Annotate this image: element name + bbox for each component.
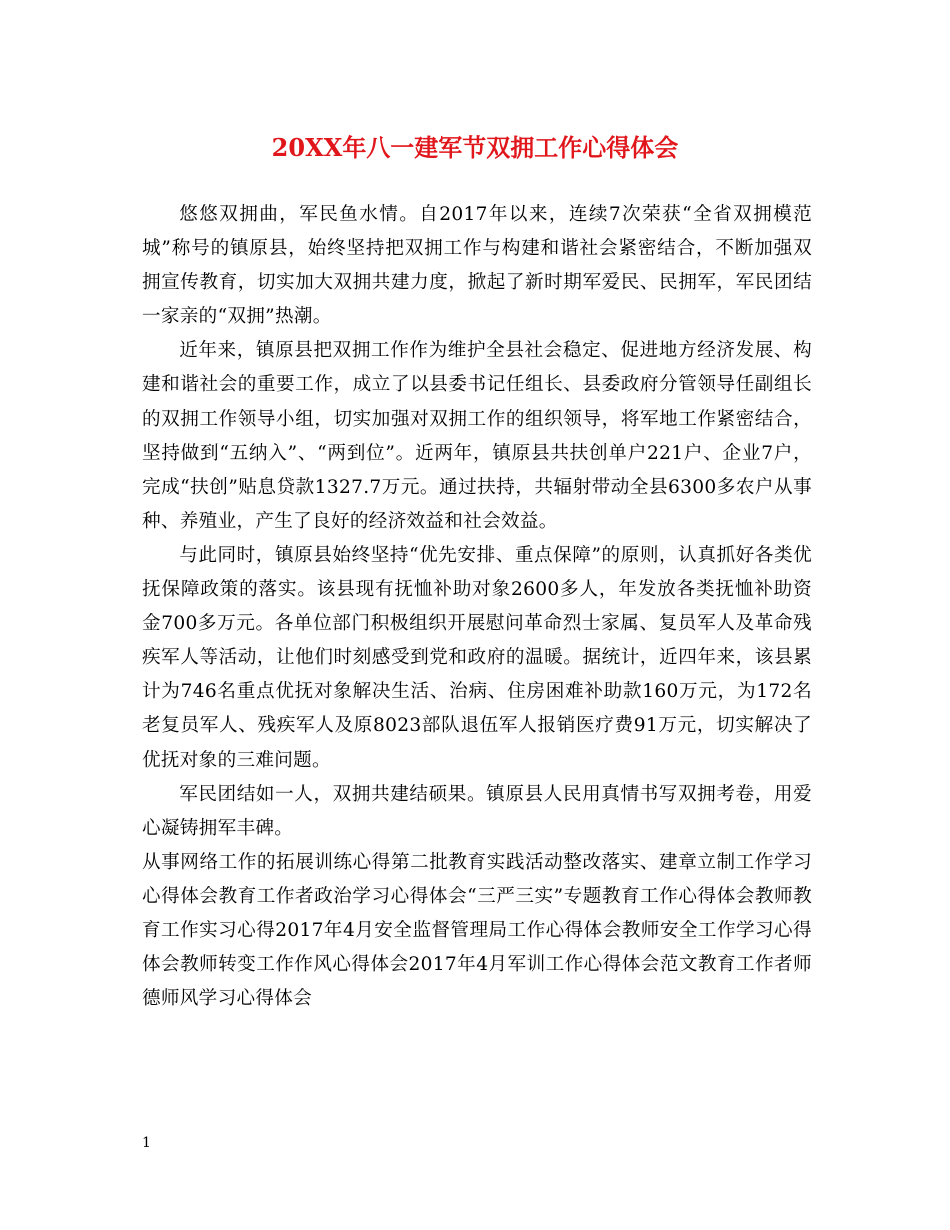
document-title: 20XX年八一建军节双拥工作心得体会 xyxy=(271,133,679,162)
paragraph-intro: 悠悠双拥曲，军民鱼水情。自2017年以来，连续7次荣获“全省双拥模范城”称号的镇原县，始终坚持把双拥工作与构建和谐社会紧密结合，不断加强双拥宣传教育，切实加大双拥共建力度，掀起了新时期军爱民、民拥军，军民团结一家亲的“双拥”热潮。 xyxy=(142,204,812,328)
page-number: 1 xyxy=(142,1135,151,1151)
document-body xyxy=(142,198,812,1016)
paragraph-policy: 与此同时，镇原县始终坚持“优先安排、重点保障”的原则，认真抓好各类优抚保障政策的落实。该县现有抚恤补助对象2600多人，年发放各类抚恤补助资金700多万元。各单位部门积极组织开展慰问革命烈士家属、复员军人及革命残疾军人等活动，让他们时刻感受到党和政府的温暖。据统计，近四年来，该县累计为746名重点优抚对象解决生活、治病、住房困难补助款160万元，为172名老复员军人、残疾军人及原8023部队退伍军人报销医疗费91万元，切实解决了优抚对象的三难问题。 xyxy=(142,544,812,771)
related-articles: 从事网络工作的拓展训练心得第二批教育实践活动整改落实、建章立制工作学习心得体会教育工作者政治学习心得体会“三严三实”专题教育工作心得体会教师教育工作实习心得2017年4月安全监督管理局工作心得体会教师安全工作学习心得体会教师转变工作作风心得体会2017年4月军训工作心得体会范文教育工作者师德师风学习心得体会 xyxy=(142,851,812,1010)
paragraph-conclusion: 军民团结如一人，双拥共建结硕果。镇原县人民用真情书写双拥考卷，用爱心凝铸拥军丰碑。 xyxy=(142,783,812,839)
paragraph-work: 近年来，镇原县把双拥工作作为维护全县社会稳定、促进地方经济发展、构建和谐社会的重要工作，成立了以县委书记任组长、县委政府分管领导任副组长的双拥工作领导小组，切实加强对双拥工作的组织领导，将军地工作紧密结合，坚持做到“五纳入”、“两到位”。近两年，镇原县共扶创单户221户、企业7户，完成“扶创”贴息贷款1327.7万元。通过扶持，共辐射带动全县6300多农户从事种、养殖业，产生了良好的经济效益和社会效益。 xyxy=(142,340,812,532)
